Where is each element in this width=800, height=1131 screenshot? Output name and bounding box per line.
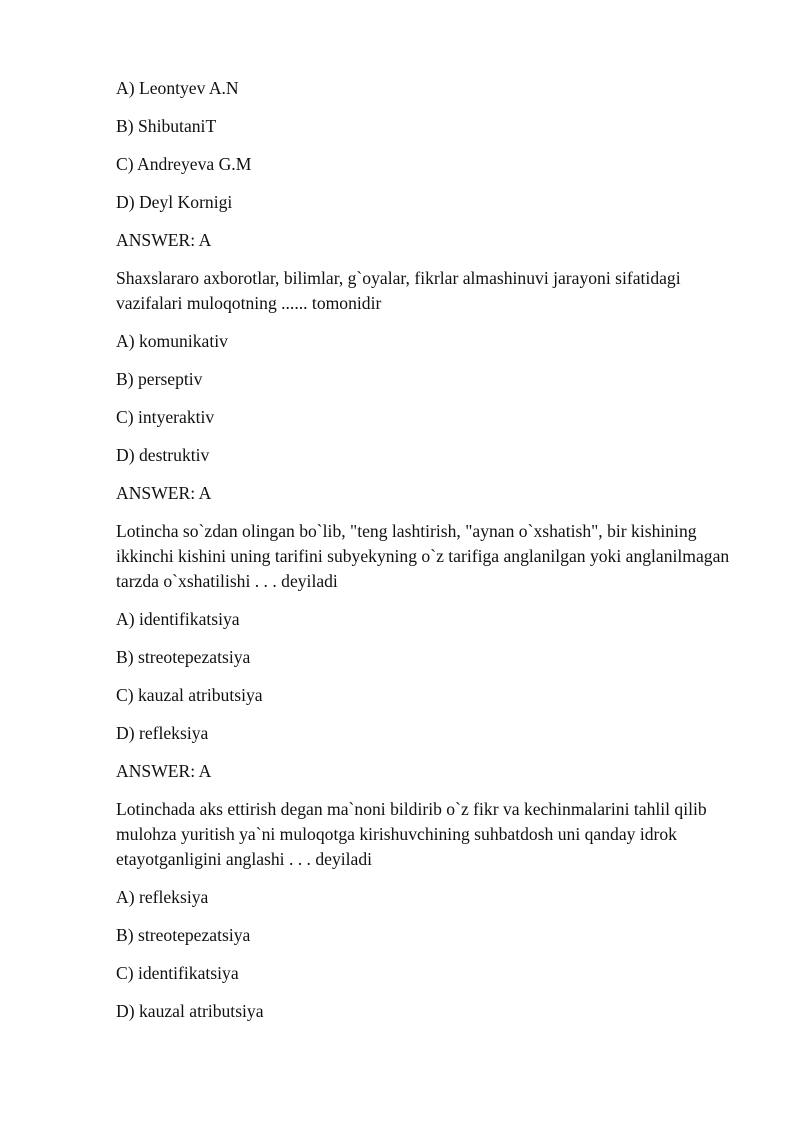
option-line: A) identifikatsiya	[116, 609, 240, 629]
option-line: D) destruktiv	[116, 445, 210, 465]
option-line: D) Deyl Kornigi	[116, 192, 233, 212]
option-line: D) refleksiya	[116, 723, 209, 743]
option-line: C) Andreyeva G.M	[116, 154, 252, 174]
question-text: Lotinchada aks ettirish degan ma`noni bildirib o`z fikr va kechinmalarini tahlil qilib mulohza yuritish ya`ni muloqotga kirishuvchining suhbatdosh uni qanday idrok etayotganligini anglashi . . . deyiladi	[116, 799, 707, 869]
option-line: D) kauzal atributsiya	[116, 1001, 264, 1021]
option-line: B) perseptiv	[116, 369, 203, 389]
option-line: B) ShibutaniT	[116, 116, 217, 136]
answer-line: ANSWER: A	[116, 483, 212, 503]
document-page	[116, 76, 746, 1037]
answer-line: ANSWER: A	[116, 230, 212, 250]
question-text: Shaxslararo axborotlar, bilimlar, g`oyalar, fikrlar almashinuvi jarayoni sifatidagi vazifalari muloqotning ...... tomonidir	[116, 268, 681, 313]
option-line: A) Leontyev A.N	[116, 78, 239, 98]
option-line: C) intyeraktiv	[116, 407, 215, 427]
option-line: B) streotepezatsiya	[116, 647, 251, 667]
option-line: C) identifikatsiya	[116, 963, 239, 983]
option-line: B) streotepezatsiya	[116, 925, 251, 945]
option-line: A) komunikativ	[116, 331, 228, 351]
option-line: A) refleksiya	[116, 887, 209, 907]
option-line: C) kauzal atributsiya	[116, 685, 263, 705]
question-text: Lotincha so`zdan olingan bo`lib, "teng lashtirish, "aynan o`xshatish", bir kishining ikkinchi kishini uning tarifini subyekyning o`z tarifiga anglanilgan yoki anglanilmagan tarzda o`xshatilishi . . . deyiladi	[116, 521, 730, 591]
answer-line: ANSWER: A	[116, 761, 212, 781]
